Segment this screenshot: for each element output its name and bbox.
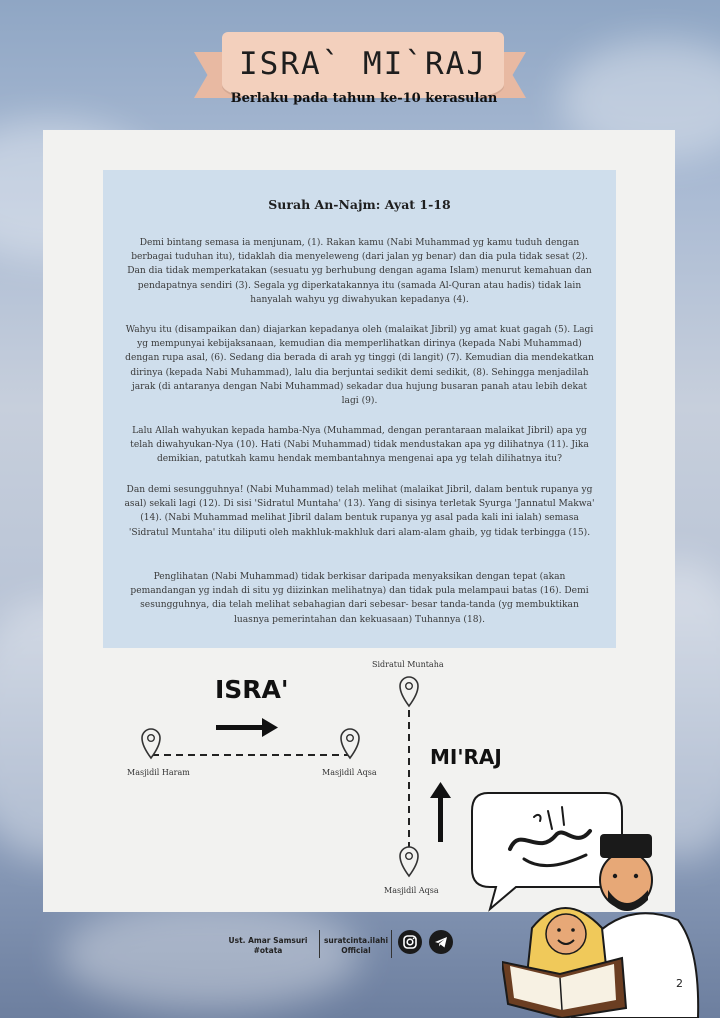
place-label-masjidil-aqsa: Masjidil Aqsa <box>322 768 377 777</box>
page-number: 2 <box>676 977 683 990</box>
verse-paragraph: Demi bintang semasa ia menjunam, (1). Rakan kamu (Nabi Muhammad yg kamu tuduh dengan berbagai tuduhan itu), tidaklah dia menyeleweng (dari jalan yg benar) dan dia pula tidak sesat (2). Dan dia tidak memperkatakan (sesuatu yg berhubung dengan agama Islam) menurut kemahuan dan pendapatnya sendiri (3). Segala yg diperkatakannya itu (samada Al-Quran atau hadis) tidak lain hanyalah wahyu yg diwahyukan kepadanya (4). <box>127 238 592 305</box>
miraj-label: MI'RAJ <box>430 745 502 769</box>
isra-label: ISRA' <box>215 675 289 704</box>
footer-author-name: Ust. Amar Samsuri <box>228 936 308 945</box>
footer-handle-name: suratcinta.ilahi <box>323 936 389 945</box>
place-label-masjidil-aqsa-bottom: Masjidil Aqsa <box>384 886 439 895</box>
footer-divider <box>319 930 320 958</box>
page-title: ISRA` MI`RAJ <box>239 46 487 82</box>
footer-handle <box>322 936 390 956</box>
place-label-masjidil-haram: Masjidil Haram <box>127 768 190 777</box>
footer-author-tag: #otata <box>253 946 283 955</box>
footer-divider <box>391 930 392 958</box>
telegram-icon[interactable] <box>429 930 453 954</box>
page-subtitle: Berlaku pada tahun ke-10 kerasulan <box>230 91 498 106</box>
verse-paragraph: Dan demi sesungguhnya! (Nabi Muhammad) telah melihat (malaikat Jibril, dalam bentuk rupanya yg asal) sekali lagi (12). Di sisi 'Sidratul Muntaha' (13). Yang di sisinya terletak Syurga 'Jannatul Makwa' (14). (Nabi Muhammad melihat Jibril dalam bentuk rupanya yg asal pada kali ini ialah) semasa 'Sidratul Muntaha' itu diliputi oleh makhluk-makhluk dari alam-alam ghaib, yg tidak terbingga (15). <box>124 485 595 538</box>
footer-author <box>218 936 318 956</box>
instagram-icon[interactable] <box>398 930 422 954</box>
place-label-sidratul-muntaha: Sidratul Muntaha <box>372 660 444 669</box>
verse-paragraph: Lalu Allah wahyukan kepada hamba-Nya (Muhammad, dengan perantaraan malaikat Jibril) apa yg telah diwahyukan-Nya (10). Hati (Nabi Muhammad) tidak mendustakan apa yg dilihatnya (11). Jika demikian, patutkah kamu hendak membantahnya mengenai apa yg telah dilihatnya itu? <box>130 426 589 465</box>
father-and-daughter-reading-quran-illustration <box>502 828 702 1018</box>
verse-paragraph: Wahyu itu (disampaikan dan) diajarkan kepadanya oleh (malaikat Jibril) yg amat kuat gagah (5). Lagi yg mempunyai kebijaksanaan, kemudian dia memperlihatkan dirinya (kepada Nabi Muhammad) dengan rupa asal, (6). Sedang dia berada di arah yg tinggi (di langit) (7). Kemudian dia mendekatkan dirinya (kepada Nabi Muhammad), lalu dia berjuntai sedikit demi sedikit, (8). Sehingga menjadilah jarak (di antaranya dengan Nabi Muhammad) sekadar dua hujung busaran panah atau lebih dekat lagi (9). <box>125 325 594 407</box>
verse-paragraph: Penglihatan (Nabi Muhammad) tidak berkisar daripada menyaksikan dengan tepat (akan pemandangan yg indah di situ yg diizinkan melihatnya) dan tidak pula melampaui batas (16). Demi sesungguhnya, dia telah melihat sebahagian dari sebesar- besar tanda-tanda (yg membuktikan luasnya pemerintahan dan kekuasaan) Tuhannya (18). <box>130 572 589 625</box>
verse-title: Surah An-Najm: Ayat 1-18 <box>268 197 451 212</box>
footer-handle-sub: Official <box>341 946 371 955</box>
